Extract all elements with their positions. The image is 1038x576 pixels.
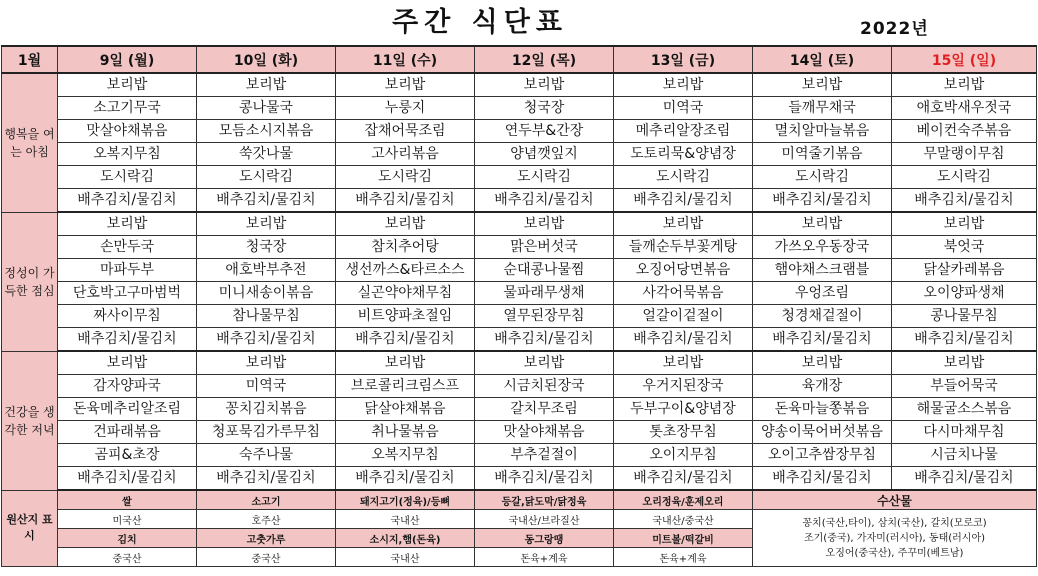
menu-cell: 갈치무조림 <box>475 398 614 421</box>
origin-item: 동그랑땡 <box>475 529 614 548</box>
menu-cell: 잡채어묵조림 <box>336 120 475 143</box>
menu-cell: 보리밥 <box>336 351 475 375</box>
menu-cell: 애호박부추전 <box>197 259 336 282</box>
menu-cell: 배추김치/물김치 <box>58 328 197 352</box>
menu-cell: 배추김치/물김치 <box>614 467 753 491</box>
menu-cell: 부들어묵국 <box>892 375 1037 398</box>
day-header: 13일 (금) <box>614 46 753 73</box>
menu-cell: 미역국 <box>197 375 336 398</box>
menu-cell: 닭살야채볶음 <box>336 398 475 421</box>
menu-cell: 보리밥 <box>58 351 197 375</box>
meal-period-label: 정성이 가득한 점심 <box>2 212 58 351</box>
menu-cell: 맛살야채볶음 <box>475 421 614 444</box>
day-header-row <box>2 46 1037 73</box>
year-label: 2022년 <box>860 19 929 39</box>
origin-item: 소고기 <box>197 490 336 510</box>
origin-item: 돼지고기(정육)/등뼈 <box>336 490 475 510</box>
menu-cell: 도시락김 <box>58 166 197 189</box>
origin-item: 등갈,닭도막/닭정육 <box>475 490 614 510</box>
menu-cell: 도시락김 <box>475 166 614 189</box>
day-header: 12일 (목) <box>475 46 614 73</box>
menu-cell: 실곤약야채무침 <box>336 282 475 305</box>
menu-cell: 보리밥 <box>58 212 197 236</box>
menu-cell: 돈육메추리알조림 <box>58 398 197 421</box>
menu-cell: 사각어묵볶음 <box>614 282 753 305</box>
menu-cell: 우엉조림 <box>753 282 892 305</box>
menu-cell: 부추겉절이 <box>475 444 614 467</box>
menu-cell: 들깨무채국 <box>753 97 892 120</box>
day-header: 11일 (수) <box>336 46 475 73</box>
menu-cell: 청국장 <box>197 236 336 259</box>
menu-cell: 도시락김 <box>197 166 336 189</box>
menu-cell: 연두부&간장 <box>475 120 614 143</box>
menu-row <box>2 282 1037 305</box>
menu-cell: 도시락김 <box>614 166 753 189</box>
menu-cell: 마파두부 <box>58 259 197 282</box>
menu-cell: 배추김치/물김치 <box>892 467 1037 491</box>
menu-cell: 소고기무국 <box>58 97 197 120</box>
menu-cell: 배추김치/물김치 <box>336 328 475 352</box>
seafood-title: 수산물 <box>753 490 1037 510</box>
menu-cell: 순대콩나물찜 <box>475 259 614 282</box>
meal-body <box>2 73 1037 490</box>
menu-cell: 배추김치/물김치 <box>475 467 614 491</box>
menu-cell: 보리밥 <box>614 212 753 236</box>
menu-cell: 물파래무생채 <box>475 282 614 305</box>
meal-period-label: 건강을 생각한 저녁 <box>2 351 58 490</box>
menu-cell: 숙주나물 <box>197 444 336 467</box>
menu-cell: 꽁치김치볶음 <box>197 398 336 421</box>
menu-cell: 메추리알장조림 <box>614 120 753 143</box>
menu-cell: 브로콜리크림스프 <box>336 375 475 398</box>
menu-cell: 도시락김 <box>753 166 892 189</box>
origin-value: 돈육+계육 <box>475 548 614 567</box>
menu-cell: 감자양파국 <box>58 375 197 398</box>
menu-cell: 배추김치/물김치 <box>58 189 197 213</box>
menu-cell: 돈육마늘쫑볶음 <box>753 398 892 421</box>
origin-row <box>2 490 1037 510</box>
menu-cell: 도시락김 <box>892 166 1037 189</box>
menu-cell: 고사리볶음 <box>336 143 475 166</box>
menu-cell: 육개장 <box>753 375 892 398</box>
menu-cell: 청경채겉절이 <box>753 305 892 328</box>
menu-cell: 비트양파초절임 <box>336 305 475 328</box>
origin-value: 돈육+계육 <box>614 548 753 567</box>
menu-cell: 배추김치/물김치 <box>475 189 614 213</box>
menu-cell: 배추김치/물김치 <box>336 189 475 213</box>
menu-cell: 배추김치/물김치 <box>197 189 336 213</box>
menu-row <box>2 328 1037 352</box>
menu-row <box>2 212 1037 236</box>
menu-cell: 곰피&초장 <box>58 444 197 467</box>
menu-cell: 보리밥 <box>58 73 197 97</box>
menu-row <box>2 375 1037 398</box>
origin-item: 김치 <box>58 529 197 548</box>
seafood-line: 오징어(중국산), 주꾸미(베트남) <box>825 547 964 559</box>
menu-cell: 배추김치/물김치 <box>753 189 892 213</box>
menu-cell: 배추김치/물김치 <box>614 189 753 213</box>
menu-cell: 배추김치/물김치 <box>892 328 1037 352</box>
menu-cell: 도시락김 <box>336 166 475 189</box>
origin-item: 오리정육/훈제오리 <box>614 490 753 510</box>
menu-cell: 보리밥 <box>336 73 475 97</box>
menu-cell: 배추김치/물김치 <box>753 328 892 352</box>
menu-cell: 참치추어탕 <box>336 236 475 259</box>
origin-value: 국내산 <box>336 510 475 529</box>
menu-cell: 배추김치/물김치 <box>58 467 197 491</box>
menu-cell: 보리밥 <box>197 73 336 97</box>
menu-cell: 맛살야채볶음 <box>58 120 197 143</box>
menu-cell: 오복지무침 <box>58 143 197 166</box>
menu-cell: 미역국 <box>614 97 753 120</box>
menu-cell: 시금치나물 <box>892 444 1037 467</box>
menu-cell: 짜사이무침 <box>58 305 197 328</box>
menu-cell: 보리밥 <box>475 73 614 97</box>
menu-row <box>2 143 1037 166</box>
origin-item: 미트볼/떡갈비 <box>614 529 753 548</box>
menu-cell: 애호박새우젓국 <box>892 97 1037 120</box>
menu-cell: 쑥갓나물 <box>197 143 336 166</box>
menu-cell: 청국장 <box>475 97 614 120</box>
menu-cell: 다시마채무침 <box>892 421 1037 444</box>
menu-cell: 보리밥 <box>753 73 892 97</box>
origin-section <box>2 490 1037 567</box>
seafood-list <box>753 510 1037 567</box>
menu-table <box>1 45 1037 567</box>
day-header: 14일 (토) <box>753 46 892 73</box>
menu-cell: 보리밥 <box>197 212 336 236</box>
menu-cell: 보리밥 <box>892 351 1037 375</box>
origin-value: 중국산 <box>58 548 197 567</box>
menu-cell: 모듬소시지볶음 <box>197 120 336 143</box>
menu-row <box>2 189 1037 213</box>
origin-row <box>2 510 1037 529</box>
origin-item: 쌀 <box>58 490 197 510</box>
menu-cell: 보리밥 <box>475 351 614 375</box>
menu-row <box>2 236 1037 259</box>
menu-cell: 배추김치/물김치 <box>197 467 336 491</box>
menu-cell: 멸치알마늘볶음 <box>753 120 892 143</box>
day-header: 9일 (월) <box>58 46 197 73</box>
menu-cell: 배추김치/물김치 <box>336 467 475 491</box>
menu-row <box>2 259 1037 282</box>
menu-cell: 무말랭이무침 <box>892 143 1037 166</box>
menu-row <box>2 421 1037 444</box>
menu-cell: 손만두국 <box>58 236 197 259</box>
menu-cell: 보리밥 <box>614 73 753 97</box>
menu-cell: 보리밥 <box>753 212 892 236</box>
day-header: 10일 (화) <box>197 46 336 73</box>
menu-cell: 햄야채스크램블 <box>753 259 892 282</box>
menu-cell: 양념깻잎지 <box>475 143 614 166</box>
day-header-sunday: 15일 (일) <box>892 46 1037 73</box>
menu-row <box>2 73 1037 97</box>
menu-cell: 오이지무침 <box>614 444 753 467</box>
seafood-line: 꽁치(국산,타이), 삼치(국산), 갈치(모로코) <box>802 517 987 529</box>
origin-label: 원산지 표시 <box>2 490 58 567</box>
menu-cell: 생선까스&타르소스 <box>336 259 475 282</box>
menu-cell: 보리밥 <box>475 212 614 236</box>
menu-cell: 오이양파생채 <box>892 282 1037 305</box>
origin-value: 국내산 <box>336 548 475 567</box>
menu-cell: 맑은버섯국 <box>475 236 614 259</box>
menu-cell: 보리밥 <box>197 351 336 375</box>
menu-row <box>2 444 1037 467</box>
menu-cell: 오이고추쌈장무침 <box>753 444 892 467</box>
menu-cell: 얼갈이겉절이 <box>614 305 753 328</box>
menu-cell: 배추김치/물김치 <box>475 328 614 352</box>
menu-cell: 베이컨숙주볶음 <box>892 120 1037 143</box>
menu-cell: 취나물볶음 <box>336 421 475 444</box>
menu-cell: 보리밥 <box>892 73 1037 97</box>
menu-cell: 톳초장무침 <box>614 421 753 444</box>
menu-cell: 도토리묵&양념장 <box>614 143 753 166</box>
menu-cell: 양송이묵어버섯볶음 <box>753 421 892 444</box>
menu-cell: 보리밥 <box>614 351 753 375</box>
origin-value: 국내산/브라질산 <box>475 510 614 529</box>
menu-cell: 콩나물국 <box>197 97 336 120</box>
origin-item: 고춧가루 <box>197 529 336 548</box>
menu-cell: 오징어당면볶음 <box>614 259 753 282</box>
menu-row <box>2 351 1037 375</box>
menu-cell: 배추김치/물김치 <box>753 467 892 491</box>
menu-cell: 미역줄기볶음 <box>753 143 892 166</box>
menu-cell: 건파래볶음 <box>58 421 197 444</box>
menu-cell: 배추김치/물김치 <box>197 328 336 352</box>
menu-cell: 보리밥 <box>753 351 892 375</box>
page-title: 주간 식단표 <box>392 7 568 38</box>
menu-row <box>2 305 1037 328</box>
month-cell: 1월 <box>2 46 58 73</box>
menu-cell: 우거지된장국 <box>614 375 753 398</box>
menu-cell: 열무된장무침 <box>475 305 614 328</box>
origin-value: 호주산 <box>197 510 336 529</box>
menu-cell: 두부구이&양념장 <box>614 398 753 421</box>
menu-cell: 보리밥 <box>336 212 475 236</box>
menu-cell: 누룽지 <box>336 97 475 120</box>
menu-row <box>2 120 1037 143</box>
menu-cell: 콩나물무침 <box>892 305 1037 328</box>
origin-value: 미국산 <box>58 510 197 529</box>
menu-cell: 들깨순두부꽃게탕 <box>614 236 753 259</box>
menu-cell: 시금치된장국 <box>475 375 614 398</box>
menu-cell: 단호박고구마범벅 <box>58 282 197 305</box>
origin-value: 중국산 <box>197 548 336 567</box>
menu-cell: 오복지무침 <box>336 444 475 467</box>
menu-cell: 청포묵김가루무침 <box>197 421 336 444</box>
meal-period-label: 행복을 여는 아침 <box>2 73 58 212</box>
menu-cell: 미니새송이볶음 <box>197 282 336 305</box>
menu-cell: 북엇국 <box>892 236 1037 259</box>
menu-row <box>2 467 1037 491</box>
seafood-line: 조기(중국), 가자미(러시아), 동태(러시아) <box>803 532 986 544</box>
origin-item: 소시지,햄(돈육) <box>336 529 475 548</box>
menu-cell: 닭살카레볶음 <box>892 259 1037 282</box>
menu-cell: 가쓰오우동장국 <box>753 236 892 259</box>
menu-row <box>2 166 1037 189</box>
menu-cell: 배추김치/물김치 <box>892 189 1037 213</box>
origin-value: 국내산/중국산 <box>614 510 753 529</box>
menu-cell: 참나물무침 <box>197 305 336 328</box>
menu-cell: 보리밥 <box>892 212 1037 236</box>
menu-cell: 해물굴소스볶음 <box>892 398 1037 421</box>
menu-row <box>2 398 1037 421</box>
menu-cell: 배추김치/물김치 <box>614 328 753 352</box>
menu-row <box>2 97 1037 120</box>
